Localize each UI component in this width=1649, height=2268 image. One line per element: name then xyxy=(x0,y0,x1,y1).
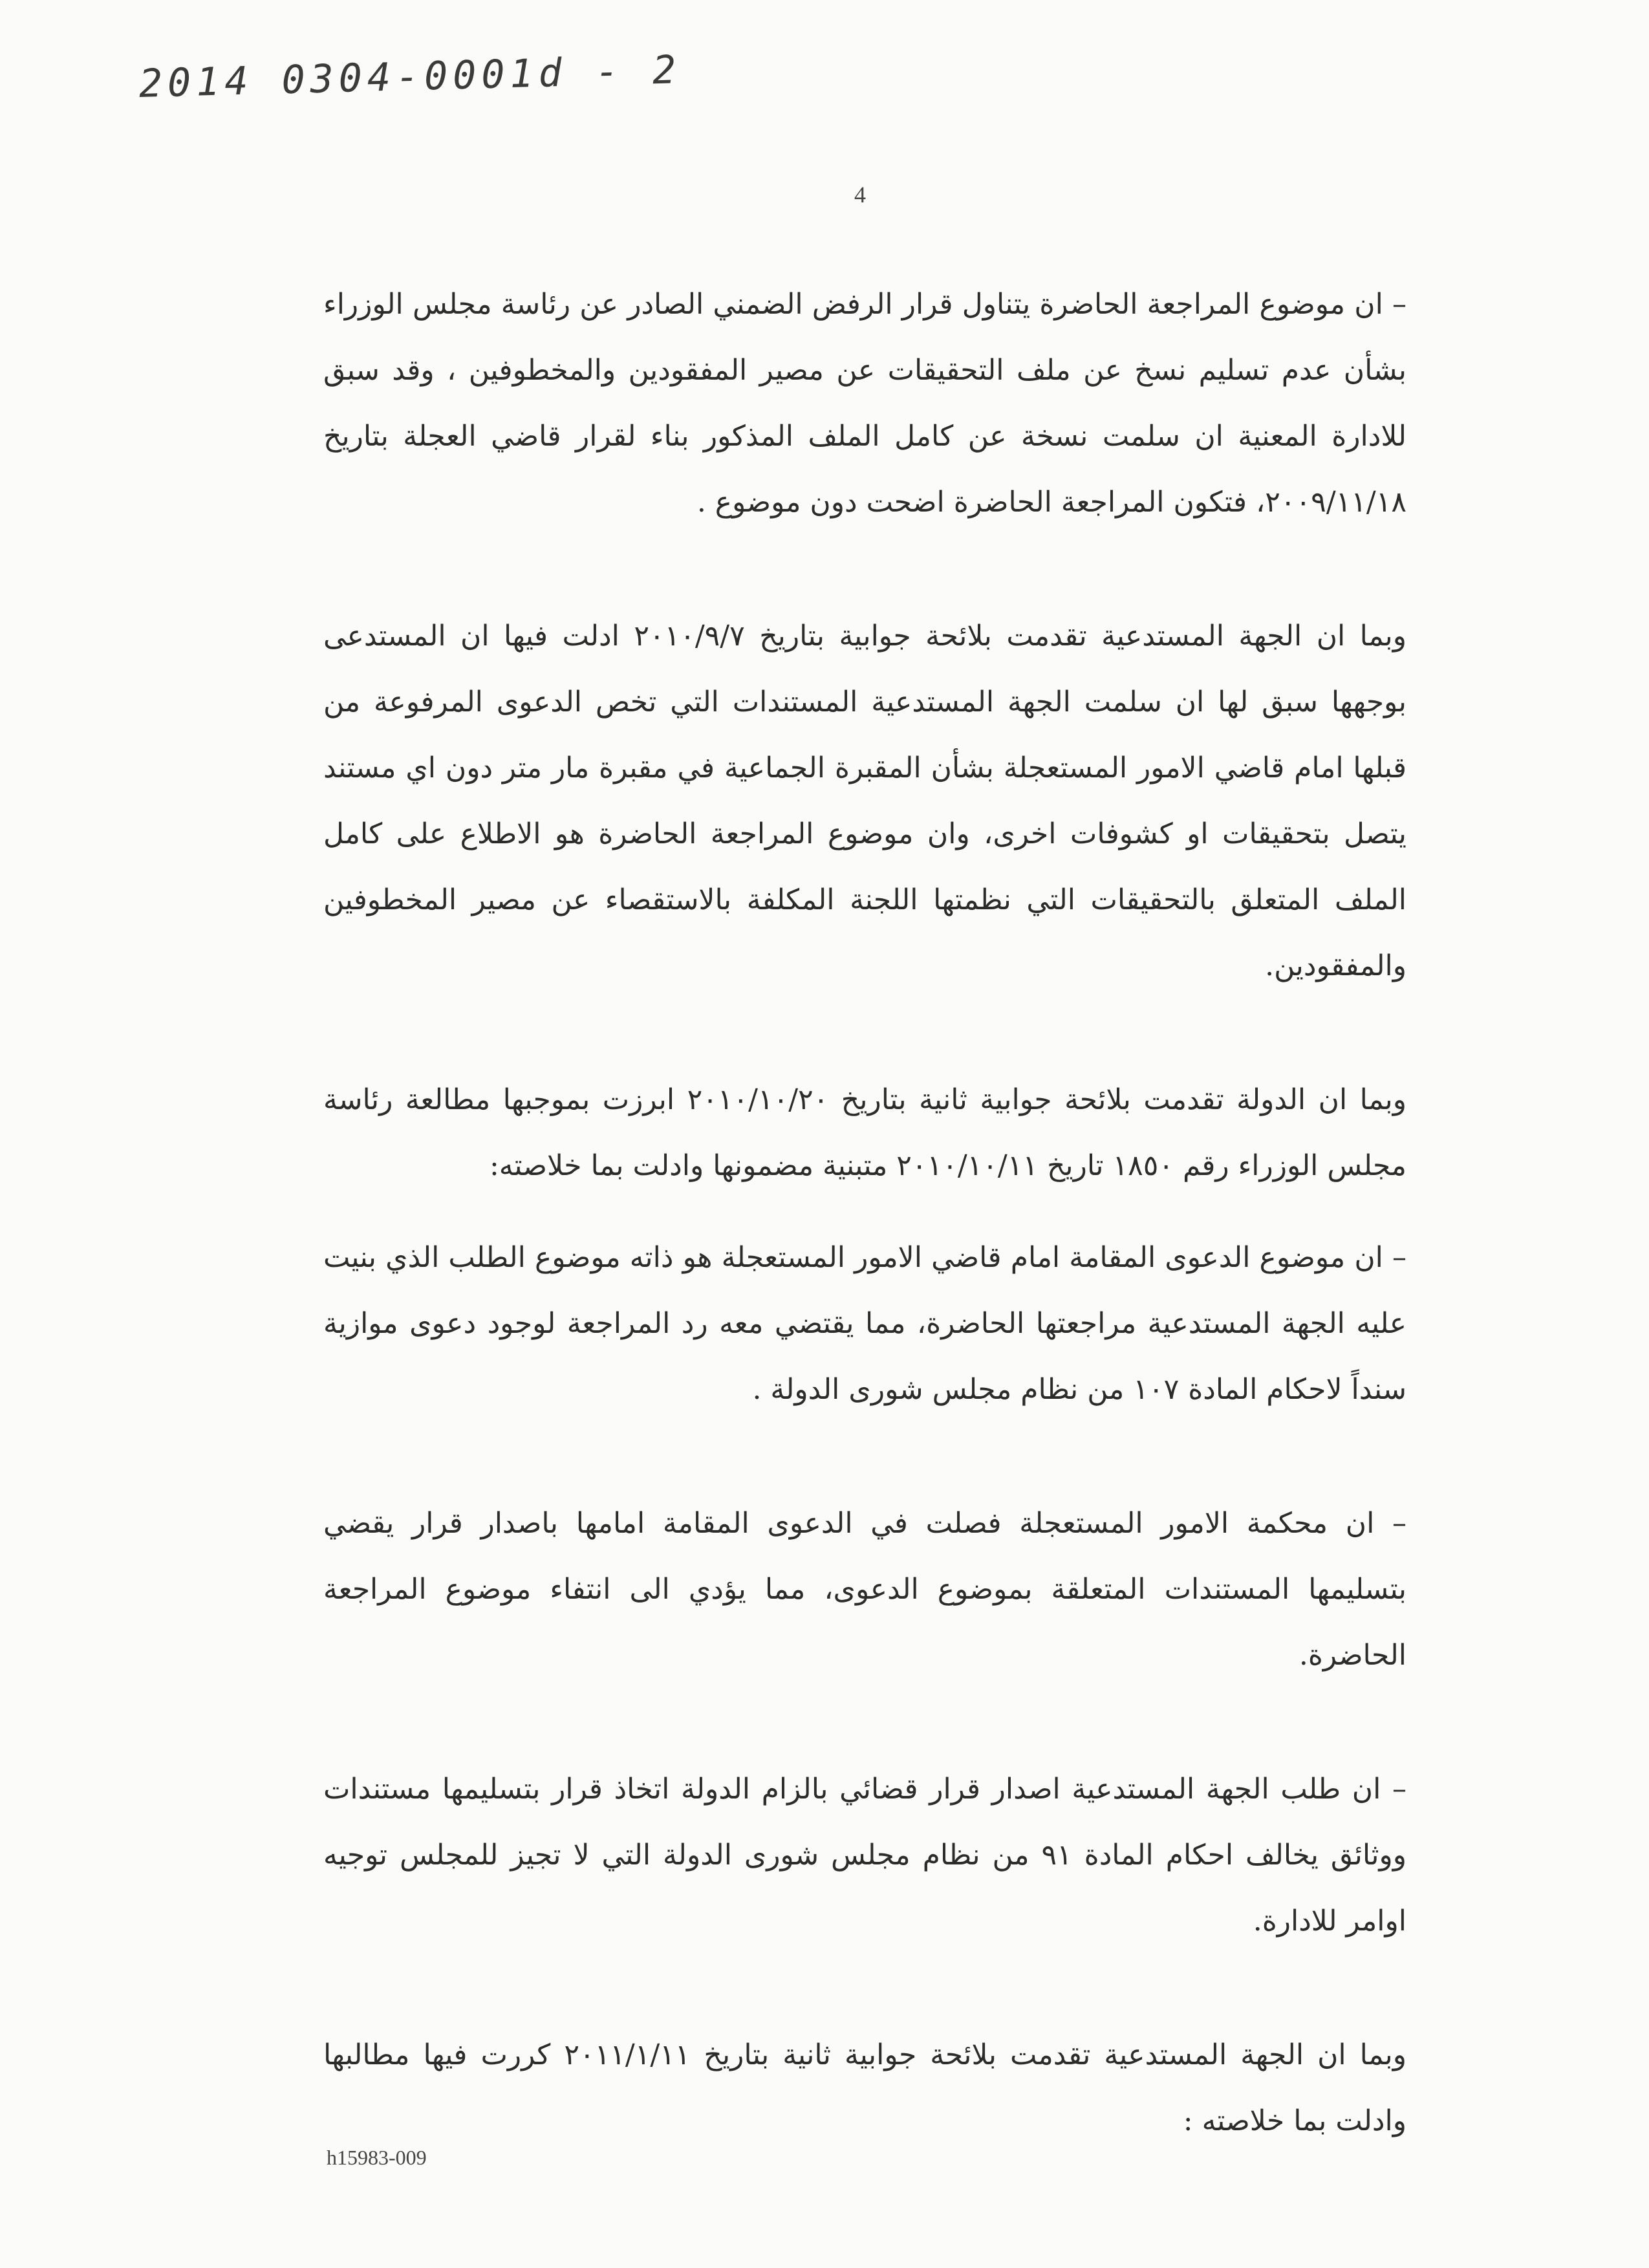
document-code: h15983-009 xyxy=(327,2146,427,2169)
paragraph-bullet: – ان موضوع الدعوى المقامة امام قاضي الامور المستعجلة هو ذاته موضوع الطلب الذي بنيت عليه الجهة المستدعية مراجعتها الحاضرة، مما يقتضي معه رد المراجعة لوجود دعوى موازية سنداً لاحكام المادة ١٠٧ من نظام مجلس شورى الدولة . xyxy=(323,1225,1406,1423)
paragraph-bullet: – ان محكمة الامور المستعجلة فصلت في الدعوى المقامة امامها باصدار قرار يقضي بتسليمها المستندات المتعلقة بموضوع الدعوى، مما يؤدي الى انتفاء موضوع المراجعة الحاضرة. xyxy=(323,1491,1406,1689)
paragraph: وبما ان الدولة تقدمت بلائحة جوابية ثانية بتاريخ ٢٠١٠/١٠/٢٠ ابرزت بموجبها مطالعة رئاسة مجلس الوزراء رقم ١٨٥٠ تاريخ ٢٠١٠/١٠/١١ متبنية مضمونها وادلت بما خلاصته: xyxy=(323,1083,1406,1182)
paragraph-bullet: – ان طلب الجهة المستدعية اصدار قرار قضائي بالزام الدولة اتخاذ قرار بتسليمها مستندات ووثائق يخالف احكام المادة ٩١ من نظام مجلس شورى الدولة التي لا تجيز للمجلس توجيه اوامر للادارة. xyxy=(323,1756,1406,1954)
paragraph: وبما ان الجهة المستدعية تقدمت بلائحة جوابية ثانية بتاريخ ٢٠١١/١/١١ كررت فيها مطالبها وادلت بما خلاصته : xyxy=(323,2038,1406,2137)
document-body xyxy=(323,272,1406,2222)
paragraph-bullet: – ان موضوع المراجعة الحاضرة يتناول قرار الرفض الضمني الصادر عن رئاسة مجلس الوزراء بشأن عدم تسليم نسخ عن ملف التحقيقات عن مصير المفقودين والمخطوفين ، وقد سبق للادارة المعنية ان سلمت نسخة عن كامل الملف المذكور بناء لقرار قاضي العجلة بتاريخ ٢٠٠٩/١١/١٨، فتكون المراجعة الحاضرة اضحت دون موضوع . xyxy=(323,272,1406,535)
paragraph: وبما ان الجهة المستدعية تقدمت بلائحة جوابية بتاريخ ٢٠١٠/٩/٧ ادلت فيها ان المستدعى بوجهها سبق لها ان سلمت الجهة المستدعية المستندات التي تخص الدعوى المرفوعة من قبلها امام قاضي الامور المستعجلة بشأن المقبرة الجماعية في مقبرة مار متر دون اي مستند يتصل بتحقيقات او كشوفات اخرى، وان موضوع المراجعة الحاضرة هو الاطلاع على كامل الملف المتعلق بالتحقيقات التي نظمتها اللجنة المكلفة بالاستقصاء عن مصير المخطوفين والمفقودين. xyxy=(323,620,1406,982)
page-number: 4 xyxy=(854,182,866,208)
handwritten-reference-number: 2014 0304-0001d - 2 xyxy=(138,47,682,107)
